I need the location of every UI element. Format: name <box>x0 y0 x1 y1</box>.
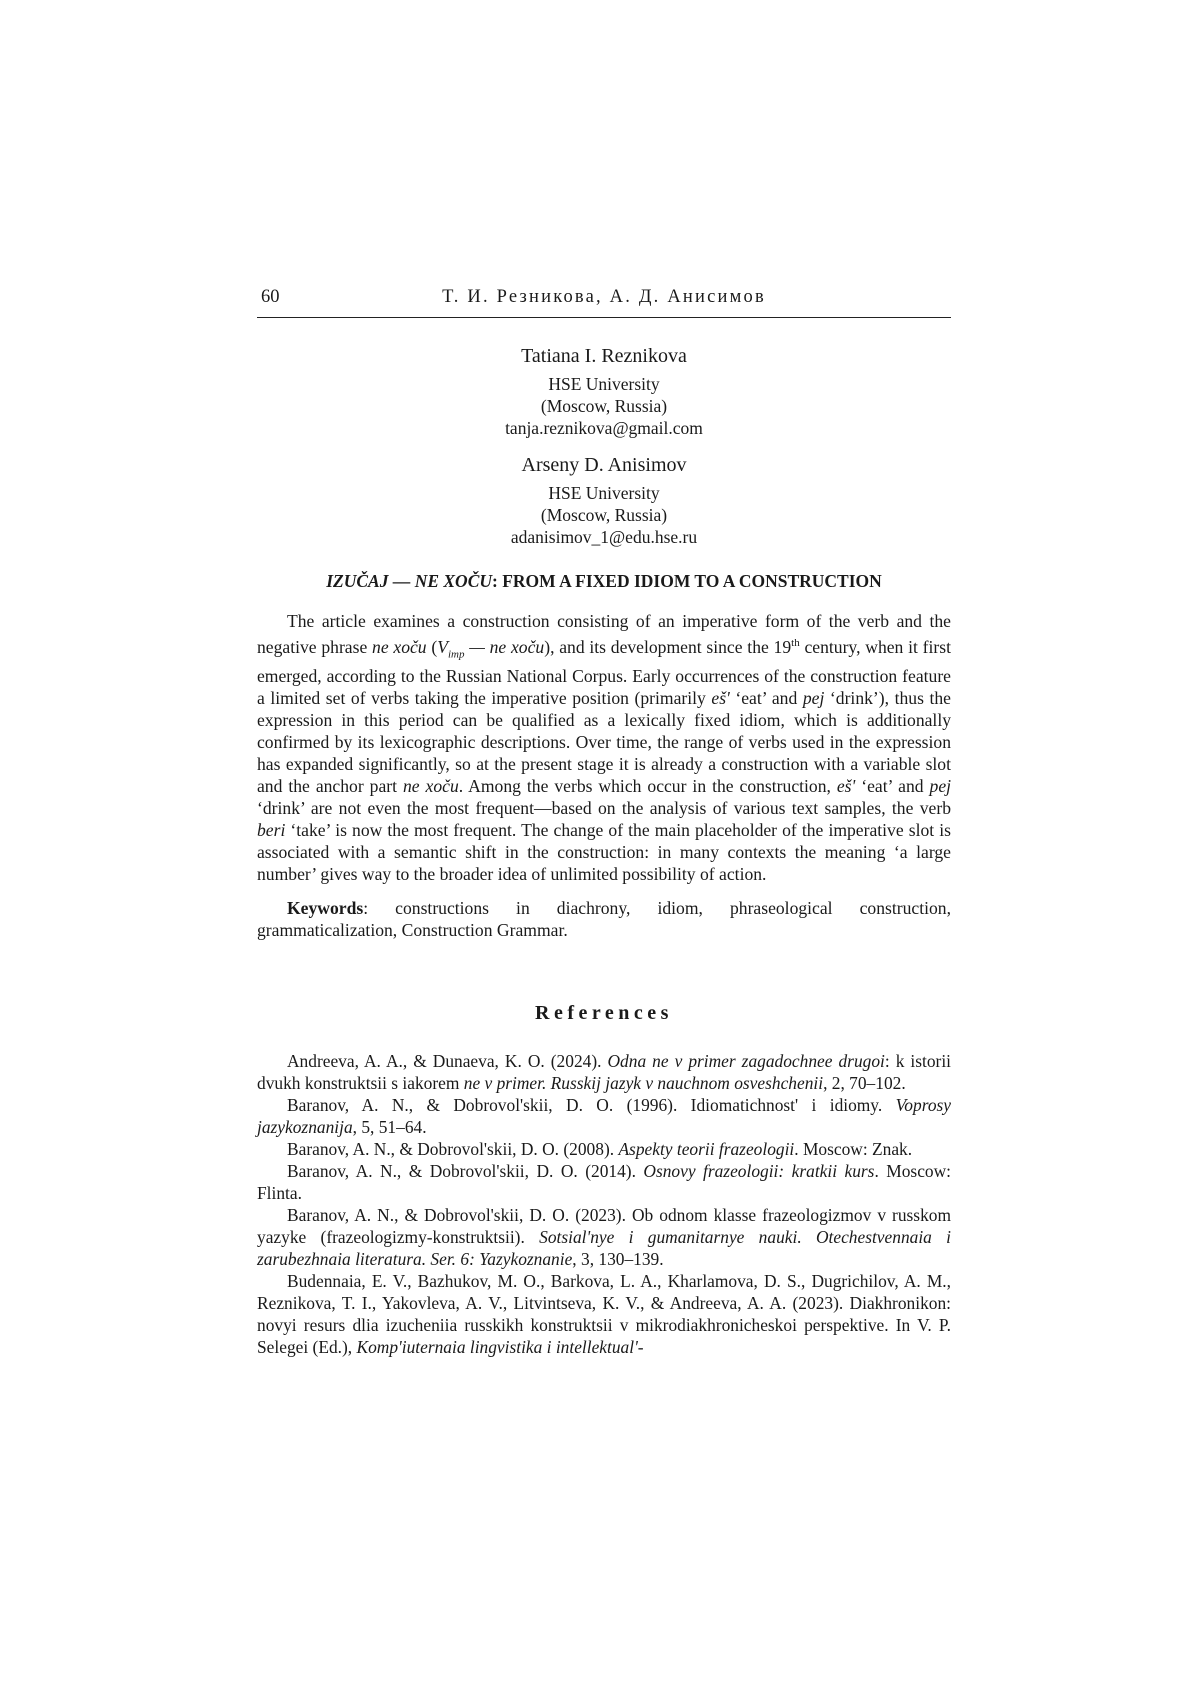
article-title <box>257 569 951 593</box>
keywords-text: : constructions in diachrony, idiom, phraseological construction, grammaticalization, Construction Grammar. <box>257 898 951 941</box>
running-head-authors: Т. И. Резникова, А. Д. Анисимов <box>442 287 766 307</box>
author-affiliation: HSE University <box>548 483 660 503</box>
keywords <box>257 897 951 941</box>
author-affiliation: HSE University <box>548 374 660 394</box>
references-list <box>257 1050 951 1358</box>
page-number: 60 <box>261 287 280 307</box>
reference-item: Baranov, A. N., & Dobrovol'skii, D. O. (2023). Ob odnom klasse frazeologizmov v russkom yazyke (frazeologizmy-konstruktsii). Sotsial'nye i gumanitarnye nauki. Otechestvennaia i zarubezhnaia literatura. Ser. 6: Yazykoznanie, 3, 130–139. <box>257 1205 951 1269</box>
author-location: (Moscow, Russia) <box>540 396 668 416</box>
author-1 <box>257 342 951 439</box>
author-email: tanja.reznikova@gmail.com <box>505 418 703 438</box>
abstract-paragraph: The article examines a construction consisting of an imperative form of the verb and the negative phrase ne xoču ($V_{imp}$ — ne xoču), and its development since the 19th century, when it first emerged, according to the Russian National Corpus. Early occurrences of the construction feature a limited set of verbs taking the imperative position (primarily eš' ‘eat’ and pej ‘drink’), thus the expression in this period can be qualified as a lexically fixed idiom, which is additionally confirmed by its lexicographic descriptions. Over time, the range of verbs used in the expression has expanded significantly, so at the present stage it is already a construction with a variable slot and the anchor part ne xoču. Among the verbs which occur in the construction, eš' ‘eat’ and pej ‘drink’ are not even the most frequent—based on the analysis of various text samples, the verb beri ‘take’ is now the most frequent. The change of the main placeholder of the imperative slot is associated with a semantic shift in the construction: in many contexts the meaning ‘a large number’ gives way to the broader idea of unlimited possibility of action. <box>257 611 952 885</box>
title-italic-part: IZUČAJ — NE XOČU <box>326 571 493 591</box>
reference-item: Baranov, A. N., & Dobrovol'skii, D. O. (1996). Idiomatichnost' i idiomy. Voprosy jazykoznanija, 5, 51–64. <box>257 1095 951 1137</box>
running-head <box>257 287 951 318</box>
keywords-label: Keywords <box>287 898 364 919</box>
author-block <box>257 342 951 560</box>
author-email: adanisimov_1@edu.hse.ru <box>510 527 698 547</box>
reference-item: Baranov, A. N., & Dobrovol'skii, D. O. (2014). Osnovy frazeologii: kratkii kurs. Moscow: Flinta. <box>257 1161 951 1203</box>
author-location: (Moscow, Russia) <box>540 505 668 525</box>
author-name: Arseny D. Anisimov <box>521 454 687 476</box>
reference-item: Baranov, A. N., & Dobrovol'skii, D. O. (2008). Aspekty teorii frazeologii. Moscow: Znak. <box>287 1139 913 1159</box>
reference-item: Andreeva, A. A., & Dunaeva, K. O. (2024). Odna ne v primer zagadochnee drugoi: k istorii dvukh konstruktsii s iakorem ne v primer. Russkij jazyk v nauchnom osveshchenii, 2, 70–102. <box>257 1051 951 1093</box>
abstract <box>257 610 951 941</box>
references-heading: References <box>535 1002 673 1024</box>
reference-item: Budennaia, E. V., Bazhukov, M. O., Barkova, L. A., Kharlamova, D. S., Dugrichilov, A. M., Reznikova, T. I., Yakovleva, A. V., Litvintseva, K. V., & Andreeva, A. A. (2023). Diakhronikon: novyi resurs dlia izucheniia russkikh konstruktsii v mikrodiakhronicheskoi perspektive. In V. P. Selegei (Ed.), Komp'iuternaia lingvistika i intellektual'- <box>257 1271 951 1357</box>
author-2 <box>257 451 951 548</box>
author-name: Tatiana I. Reznikova <box>521 345 687 367</box>
title-rest: : FROM A FIXED IDIOM TO A CONSTRUCTION <box>492 571 882 591</box>
